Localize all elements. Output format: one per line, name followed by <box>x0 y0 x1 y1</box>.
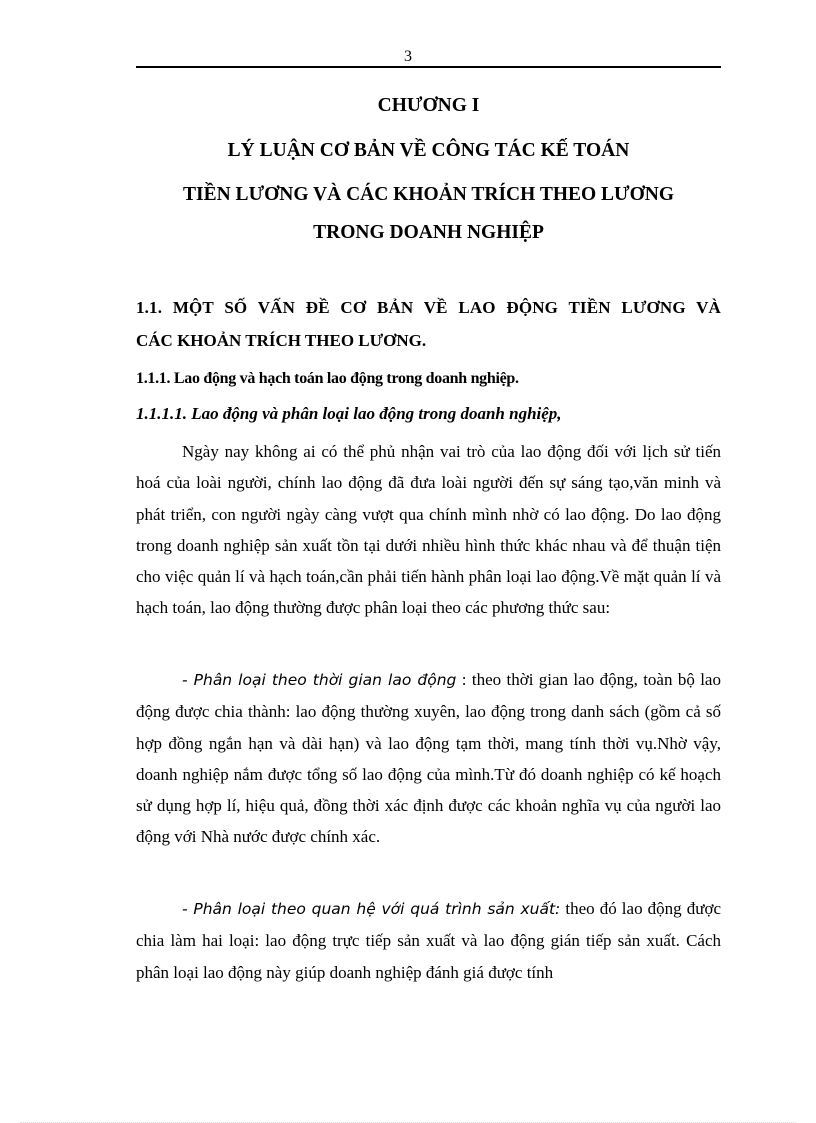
paragraph-lead-by-relation: - Phân loại theo quan hệ với quá trình sản xuất: <box>182 900 561 918</box>
page-number: 3 <box>404 48 412 65</box>
chapter-title-line-2: TIỀN LƯƠNG VÀ CÁC KHOẢN TRÍCH THEO LƯƠNG <box>183 184 674 205</box>
chapter-label: CHƯƠNG I <box>377 95 480 116</box>
header-rule <box>136 66 721 68</box>
chapter-title-line-1: LÝ LUẬN CƠ BẢN VỀ CÔNG TÁC KẾ TOÁN <box>227 140 630 161</box>
paragraph-lead-by-time: - Phân loại theo thời gian lao động <box>182 671 457 689</box>
paragraph-classification-by-relation <box>136 893 721 988</box>
section-heading-1-1-line-1: 1.1. MỘT SỐ VẤN ĐỀ CƠ BẢN VỀ LAO ĐỘNG TIỀN LƯƠNG VÀ <box>136 298 721 317</box>
paragraph-classification-by-time <box>136 664 721 853</box>
paragraph-intro: Ngày nay không ai có thể phủ nhận vai trò của lao động đối với lịch sử tiến hoá của loài người, chính lao động đã đưa loài người đến sự sáng tạo,văn minh và phát triển, con người ngày càng vượt qua chính mình nhờ có lao động. Do lao động trong doanh nghiệp sản xuất tồn tại dưới nhiều hình thức khác nhau và để thuận tiện cho việc quản lí và hạch toán,cần phải tiến hành phân loại lao động.Về mặt quản lí và hạch toán, lao động thường được phân loại theo các phương thức sau: <box>136 442 721 618</box>
section-heading-1-1-1-1: 1.1.1.1. Lao động và phân loại lao động trong doanh nghiệp, <box>136 404 562 423</box>
paragraph-body-by-relation: theo đó lao động được chia làm hai loại: lao động trực tiếp sản xuất và lao động gián tiếp sản xuất. Cách phân loại lao động này giúp doanh nghiệp đánh giá được tính <box>136 899 721 982</box>
paragraph-body-by-time: : theo thời gian lao động, toàn bộ lao động được chia thành: lao động thường xuyên, lao động trong danh sách (gồm cả số hợp đồng ngắn hạn và dài hạn) và lao động tạm thời, mang tính thời vụ.Nhờ vậy, doanh nghiệp nắm được tổng số lao động của mình.Từ đó doanh nghiệp có kế hoạch sử dụng hợp lí, hiệu quả, đồng thời xác định được các khoản nghĩa vụ của người lao động với Nhà nước được chính xác. <box>136 670 721 847</box>
chapter-title-line-3: TRONG DOANH NGHIỆP <box>313 222 544 243</box>
section-heading-1-1-1: 1.1.1. Lao động và hạch toán lao động trong doanh nghiệp. <box>136 370 519 387</box>
section-heading-1-1-line-2: CÁC KHOẢN TRÍCH THEO LƯƠNG. <box>136 331 427 350</box>
